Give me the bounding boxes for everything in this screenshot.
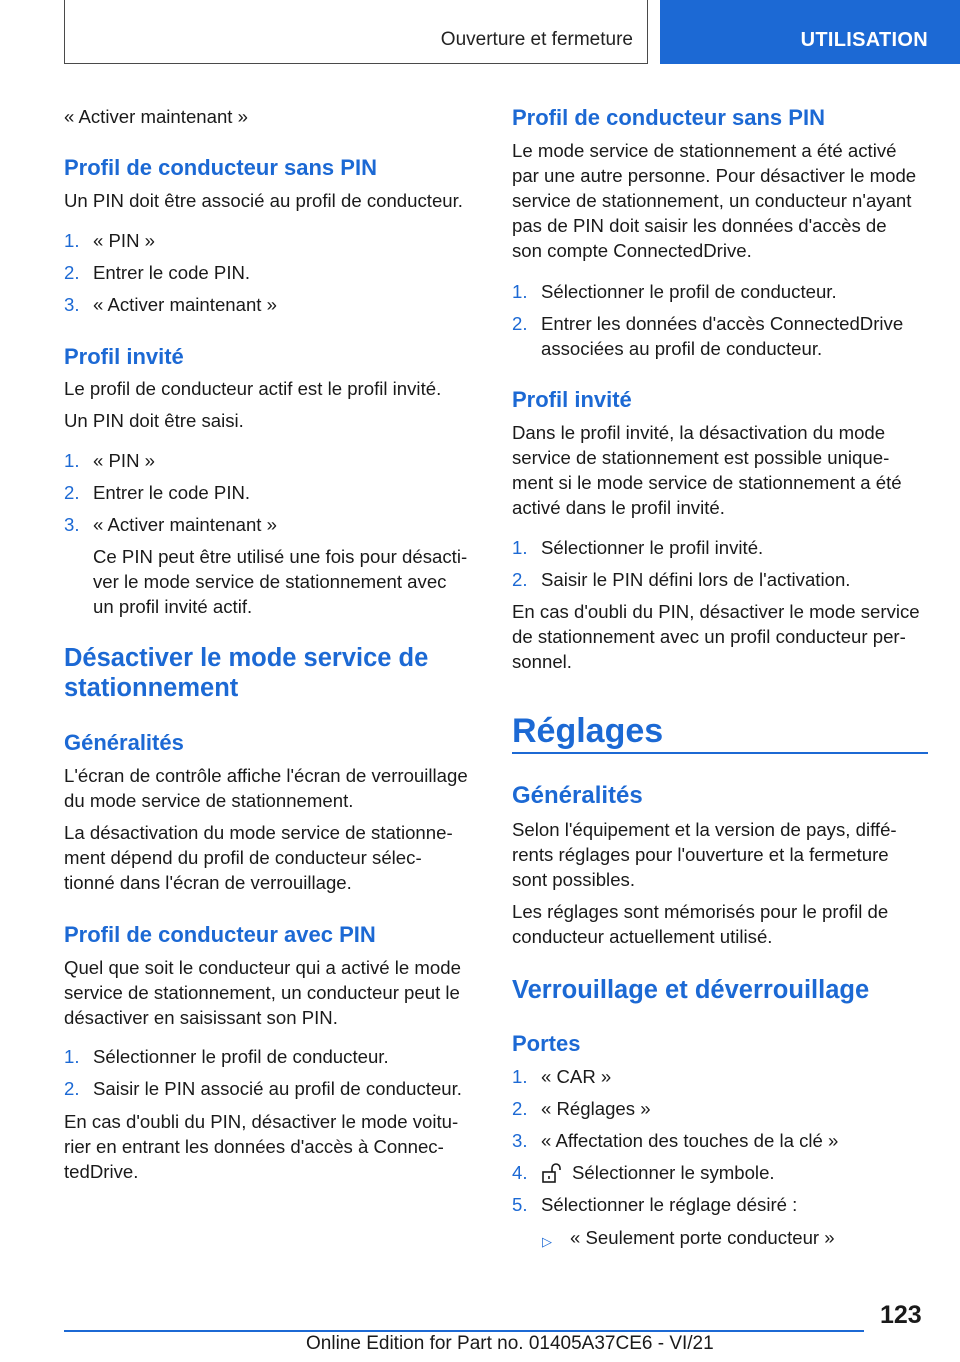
paragraph-line: En cas d'oubli du PIN, désactiver le mode service [512, 601, 920, 622]
list-note-line: ver le mode service de stationnement avec [93, 571, 447, 592]
list-number: 3. [64, 294, 80, 315]
list-note-line: Ce PIN peut être utilisé une fois pour désacti- [93, 546, 468, 567]
heading-verrouillage: Verrouillage et déverrouillage [512, 976, 870, 1004]
list-text: « PIN » [93, 230, 156, 251]
paragraph-line: Dans le profil invité, la désactivation du mode [512, 422, 886, 443]
paragraph-line: En cas d'oubli du PIN, désactiver le mode voitu- [64, 1111, 459, 1132]
paragraph: « Activer maintenant » [64, 106, 248, 127]
paragraph-line: du mode service de stationnement. [64, 790, 354, 811]
footer-rule [64, 1330, 864, 1332]
paragraph-line: rier en entrant les données d'accès à Connec- [64, 1136, 444, 1157]
paragraph-line: service de stationnement, un conducteur peut le [64, 982, 460, 1003]
heading-generalites: Généralités [512, 782, 643, 809]
paragraph-line: ment si le mode service de stationnement a été [512, 472, 902, 493]
list-number: 5. [512, 1194, 528, 1215]
heading-profil-sans-pin: Profil de conducteur sans PIN [64, 155, 377, 180]
list-number: 1. [64, 450, 80, 471]
chapter-title: Ouverture et fermeture [440, 29, 633, 50]
paragraph-line: désactiver en saisissant son PIN. [64, 1007, 338, 1028]
header-chapter-box [64, 0, 648, 64]
paragraph-line: Quel que soit le conducteur qui a activé le mode [64, 957, 461, 978]
triangle-bullet-icon: ▷ [542, 1234, 552, 1249]
list-text: « Activer maintenant » [93, 294, 277, 315]
paragraph-line: service de stationnement est possible unique- [512, 447, 890, 468]
paragraph-line: Le mode service de stationnement a été activé [512, 140, 897, 161]
list-text: Entrer les données d'accès ConnectedDrive [541, 313, 904, 334]
paragraph: Un PIN doit être associé au profil de conducteur. [64, 190, 463, 211]
list-number: 1. [512, 281, 528, 302]
list-continuation: associées au profil de conducteur. [541, 338, 823, 359]
list-number: 1. [512, 1066, 528, 1087]
list-number: 2. [512, 313, 528, 334]
page-number: 123 [880, 1301, 922, 1329]
list-number: 2. [64, 482, 80, 503]
paragraph: Le profil de conducteur actif est le profil invité. [64, 378, 442, 399]
paragraph-line: La désactivation du mode service de stationne- [64, 822, 453, 843]
paragraph-line: son compte ConnectedDrive. [512, 240, 752, 261]
list-text: « Seulement porte conducteur » [570, 1227, 835, 1248]
heading-reglages: Réglages [512, 712, 664, 750]
list-text: « PIN » [93, 450, 156, 471]
list-text: Sélectionner le symbole. [572, 1162, 775, 1183]
list-number: 4. [512, 1162, 528, 1183]
footer-edition: Online Edition for Part no. 01405A37CE6 - VI/21 [306, 1333, 714, 1354]
heading-portes: Portes [512, 1031, 581, 1056]
unlock-icon [541, 1162, 563, 1184]
heading-desactiver-line2: stationnement [64, 674, 239, 702]
list-text: Sélectionner le profil de conducteur. [541, 281, 837, 302]
list-text: « Activer maintenant » [93, 514, 277, 535]
paragraph-line: de stationnement avec un profil conducteur per- [512, 626, 906, 647]
list-text: Sélectionner le profil de conducteur. [93, 1046, 389, 1067]
list-number: 1. [64, 1046, 80, 1067]
paragraph-line: sont possibles. [512, 869, 635, 890]
list-number: 2. [64, 262, 80, 283]
heading-desactiver-line1: Désactiver le mode service de [64, 644, 429, 672]
paragraph-line: sonnel. [512, 651, 572, 672]
list-text: « Affectation des touches de la clé » [541, 1130, 839, 1151]
paragraph-line: ment dépend du profil de conducteur sélec- [64, 847, 422, 868]
list-number: 1. [512, 537, 528, 558]
heading-profil-sans-pin: Profil de conducteur sans PIN [512, 105, 825, 130]
list-text: Saisir le PIN associé au profil de conducteur. [93, 1078, 462, 1099]
list-text: « Réglages » [541, 1098, 651, 1119]
paragraph-line: rents réglages pour l'ouverture et la fermeture [512, 844, 889, 865]
paragraph-line: L'écran de contrôle affiche l'écran de verrouillage [64, 765, 468, 786]
paragraph-line: activé dans le profil invité. [512, 497, 725, 518]
list-number: 2. [512, 569, 528, 590]
list-text: Entrer le code PIN. [93, 262, 251, 283]
heading-profil-invite: Profil invité [64, 344, 184, 369]
list-text: Saisir le PIN défini lors de l'activation. [541, 569, 851, 590]
paragraph: Un PIN doit être saisi. [64, 410, 244, 431]
heading-generalites: Généralités [64, 730, 184, 755]
header-section-tab [660, 0, 960, 64]
section-title: UTILISATION [800, 29, 928, 51]
heading-profil-invite: Profil invité [512, 387, 632, 412]
list-text: « CAR » [541, 1066, 612, 1087]
list-text: Sélectionner le profil invité. [541, 537, 764, 558]
list-number: 2. [512, 1098, 528, 1119]
paragraph-line: service de stationnement, un conducteur n'ayant [512, 190, 912, 211]
paragraph-line: conducteur actuellement utilisé. [512, 926, 773, 947]
heading-rule [512, 752, 928, 754]
list-number: 2. [64, 1078, 80, 1099]
paragraph-line: pas de PIN doit saisir les données d'accès de [512, 215, 887, 236]
paragraph-line: tedDrive. [64, 1161, 139, 1182]
heading-profil-avec-pin: Profil de conducteur avec PIN [64, 922, 376, 947]
paragraph-line: Les réglages sont mémorisés pour le profil de [512, 901, 889, 922]
list-note-line: un profil invité actif. [93, 596, 253, 617]
list-text: Sélectionner le réglage désiré : [541, 1194, 798, 1215]
paragraph-line: Selon l'équipement et la version de pays, diffé- [512, 819, 897, 840]
paragraph-line: tionné dans l'écran de verrouillage. [64, 872, 352, 893]
paragraph-line: par une autre personne. Pour désactiver le mode [512, 165, 917, 186]
list-text: Entrer le code PIN. [93, 482, 251, 503]
list-number: 1. [64, 230, 80, 251]
list-number: 3. [512, 1130, 528, 1151]
list-number: 3. [64, 514, 80, 535]
